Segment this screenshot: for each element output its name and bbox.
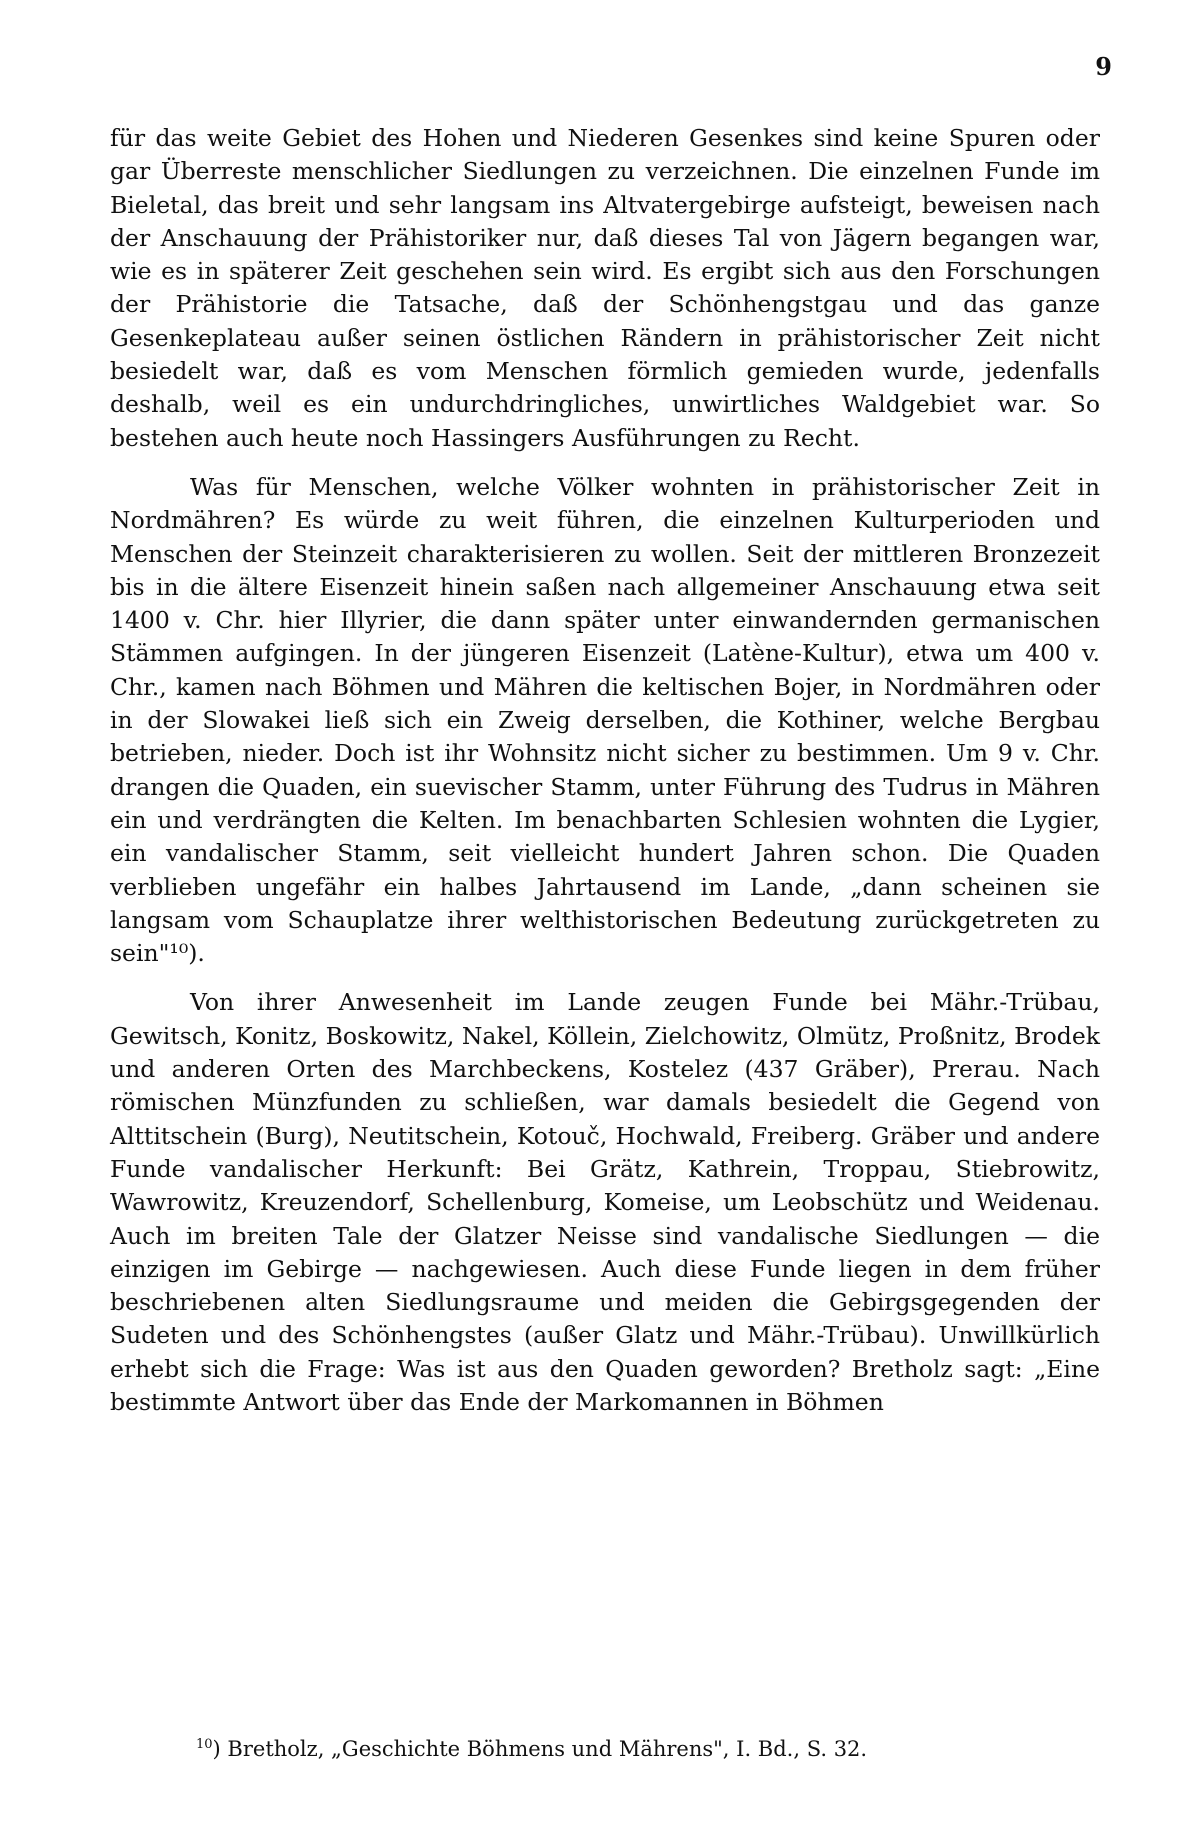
footnote-text: ) Bretholz, „Geschichte Böhmens und Mährens", I. Bd., S. 32. <box>212 1737 868 1761</box>
page-number: 9 <box>1095 52 1112 81</box>
paragraph-3: Von ihrer Anwesenheit im Lande zeugen Funde bei Mähr.-Trübau, Gewitsch, Konitz, Boskowitz, Nakel, Köllein, Zielchowitz, Olmütz, Proßnitz, Brodek und anderen Orten des Marchbeckens, Kostelez (437 Gräber), Prerau. Nach römischen Münzfunden zu schließen, war damals besiedelt die Gegend von Alttitschein (Burg), Neutitschein, Kotouč, Hochwald, Freiberg. Gräber und andere Funde vandalischer Herkunft: Bei Grätz, Kathrein, Troppau, Stiebrowitz, Wawrowitz, Kreuzendorf, Schellenburg, Komeise, um Leobschütz und Weidenau. Auch im breiten Tale der Glatzer Neisse sind vandalische Siedlungen — die einzigen im Gebirge — nachgewiesen. Auch diese Funde liegen in dem früher beschriebenen alten Siedlungsraume und meiden die Gebirgsgegenden der Sudeten und des Schönhengstes (außer Glatz und Mähr.-Trübau). Unwillkürlich erhebt sich die Frage: Was ist aus den Quaden geworden? Bretholz sagt: „Eine bestimmte Antwort über das Ende der Markomannen in Böhmen <box>110 988 1100 1416</box>
footnote-marker: 10 <box>196 1737 213 1752</box>
footnote <box>196 1730 1076 1764</box>
body-text <box>110 122 1100 1419</box>
paragraph-1: für das weite Gebiet des Hohen und Niederen Gesenkes sind keine Spuren oder gar Überreste menschlicher Siedlungen zu verzeichnen. Die einzelnen Funde im Bieletal, das breit und sehr langsam ins Altvatergebirge aufsteigt, beweisen nach der Anschauung der Prähistoriker nur, daß dieses Tal von Jägern begangen war, wie es in späterer Zeit geschehen sein wird. Es ergibt sich aus den Forschungen der Prähistorie die Tatsache, daß der Schönhengstgau und das ganze Gesenkeplateau außer seinen östlichen Rändern in prähistorischer Zeit nicht besiedelt war, daß es vom Menschen förmlich gemieden wurde, jedenfalls deshalb, weil es ein undurchdringliches, unwirtliches Waldgebiet war. So bestehen auch heute noch Hassingers Ausführungen zu Recht. <box>110 124 1100 452</box>
paragraph-2: Was für Menschen, welche Völker wohnten in prähistorischer Zeit in Nordmähren? Es würde zu weit führen, die einzelnen Kulturperioden und Menschen der Steinzeit charakterisieren zu wollen. Seit der mittleren Bronzezeit bis in die ältere Eisenzeit hinein saßen nach allgemeiner Anschauung etwa seit 1400 v. Chr. hier Illyrier, die dann später unter einwandernden germanischen Stämmen aufgingen. In der jüngeren Eisenzeit (Latène-Kultur), etwa um 400 v. Chr., kamen nach Böhmen und Mähren die keltischen Bojer, in Nordmähren oder in der Slowakei ließ sich ein Zweig derselben, die Kothiner, welche Bergbau betrieben, nieder. Doch ist ihr Wohnsitz nicht sicher zu bestimmen. Um 9 v. Chr. drangen die Quaden, ein suevischer Stamm, unter Führung des Tudrus in Mähren ein und verdrängten die Kelten. Im benachbarten Schlesien wohnten die Lygier, ein vandalischer Stamm, seit vielleicht hundert Jahren schon. Die Quaden verblieben ungefähr ein halbes Jahrtausend im Lande, „dann scheinen sie langsam vom Schauplatze ihrer welthistorischen Bedeutung zurückgetreten zu sein"¹⁰). <box>110 472 1100 968</box>
